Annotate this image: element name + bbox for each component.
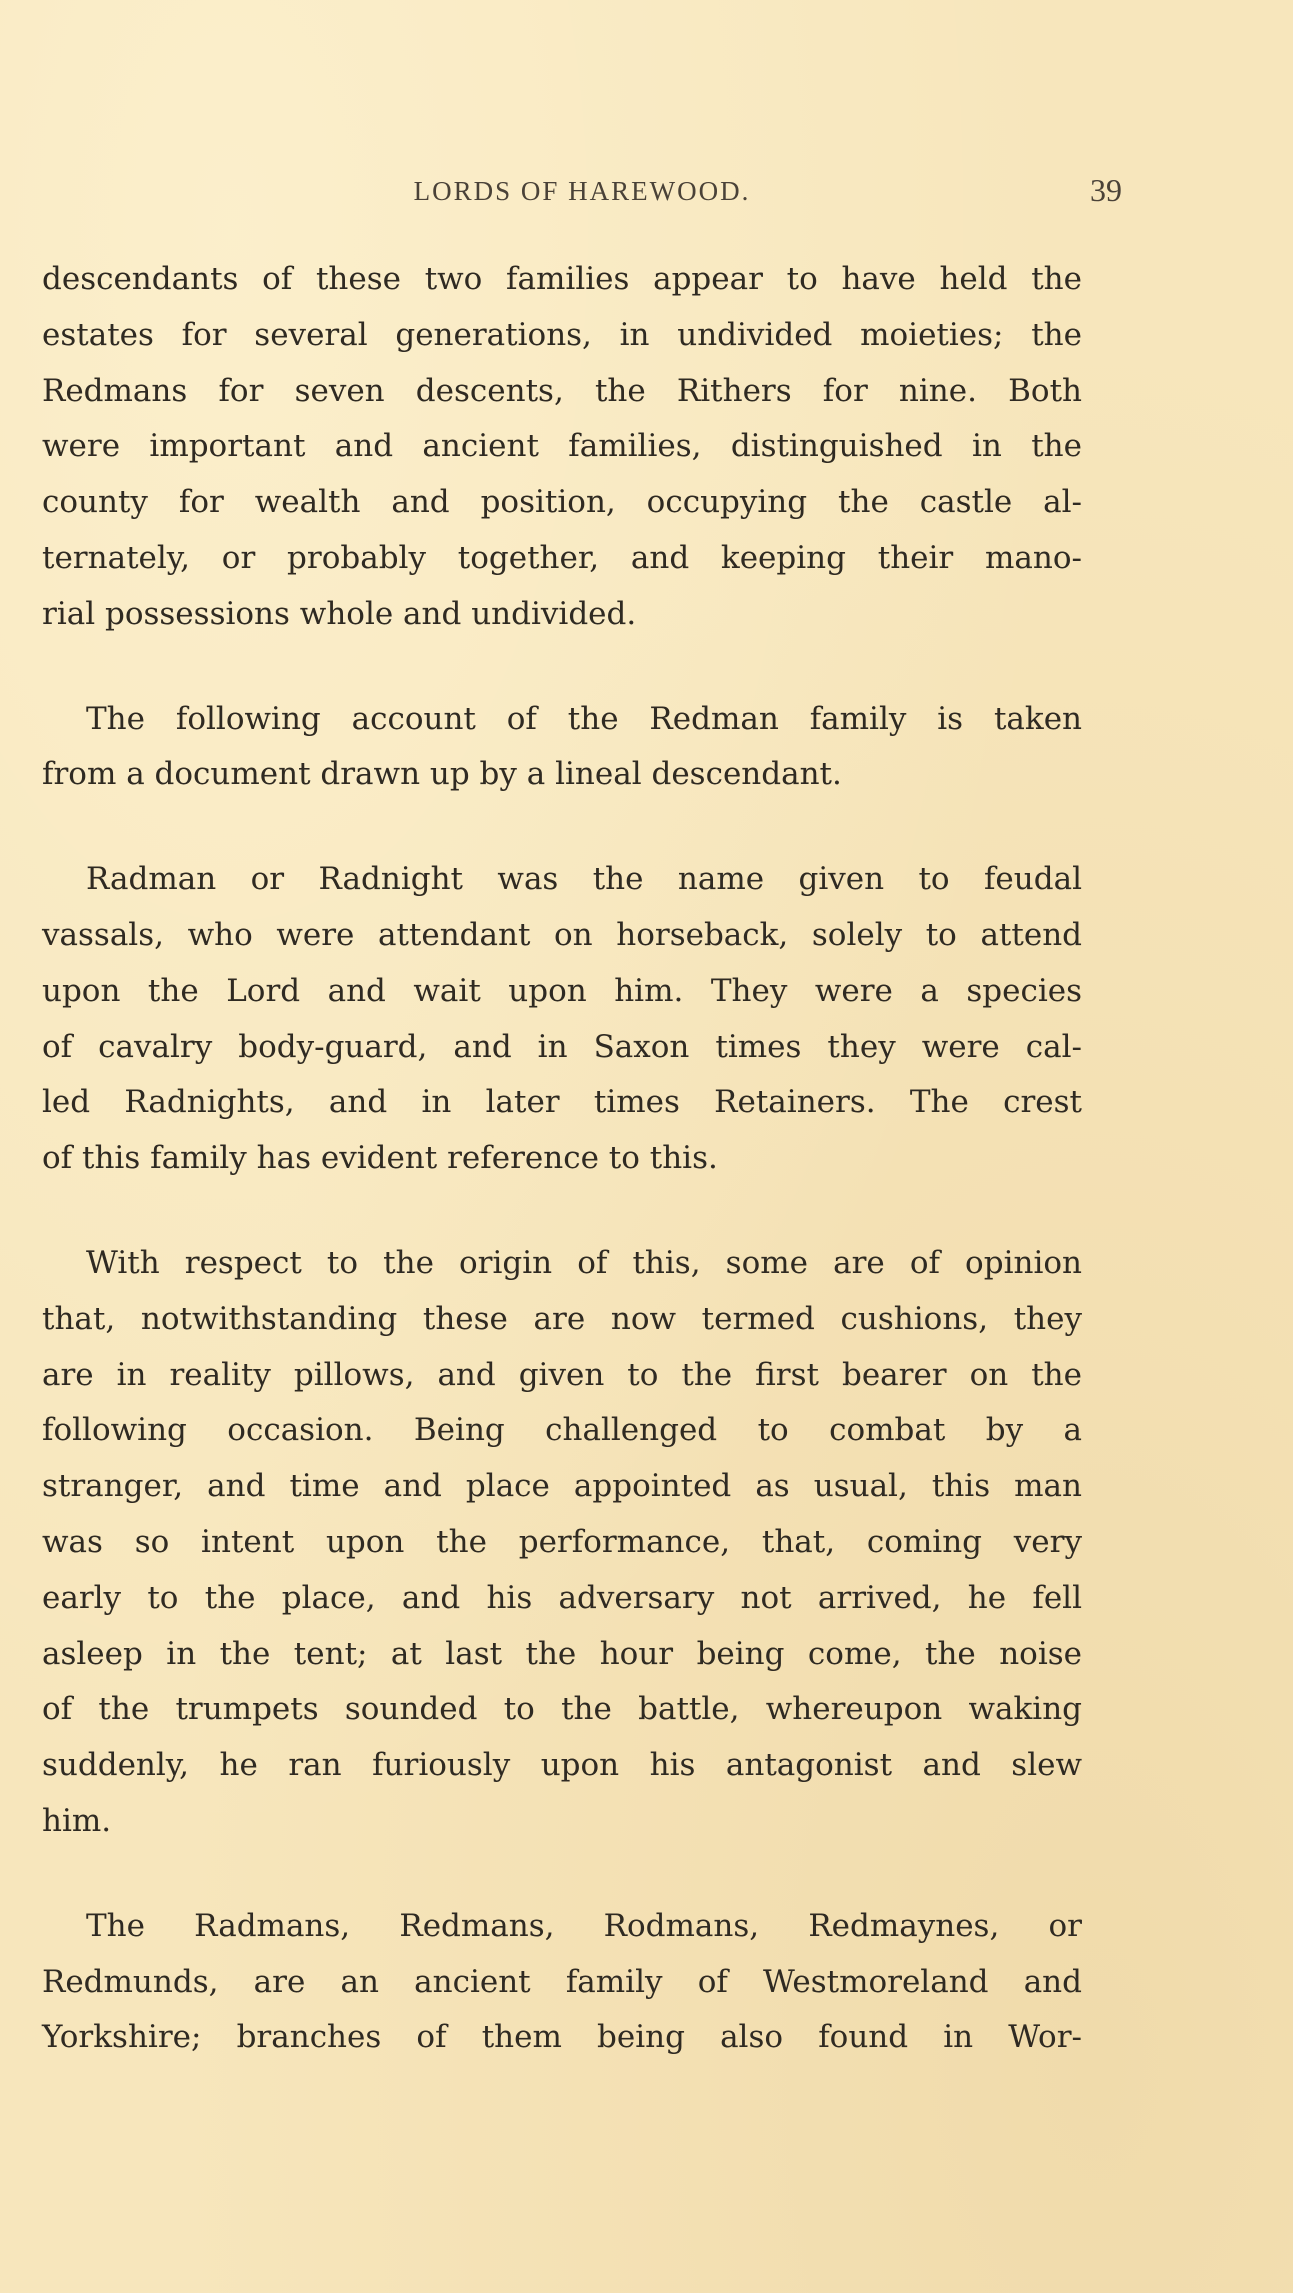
paragraph <box>42 852 1082 1187</box>
text-line: from a document drawn up by a lineal descendant. <box>42 756 842 793</box>
text-line: rial possessions whole and undivided. <box>42 595 637 632</box>
text-line: descendants of these two families appear to have held the <box>42 261 1082 297</box>
text-line: following occasion. Being challenged to combat by a <box>42 1412 1082 1449</box>
text-line: stranger, and time and place appointed as usual, this man <box>42 1468 1082 1505</box>
text-line: Redmans for seven descents, the Rithers for nine. Both <box>42 372 1082 409</box>
text-line: of cavalry body-guard, and in Saxon times they were cal- <box>42 1028 1082 1065</box>
text-line: Radman or Radnight was the name given to feudal <box>86 861 1082 898</box>
text-line: vassals, who were attendant on horseback, solely to attend <box>42 916 1082 953</box>
text-line: Yorkshire; branches of them being also found in Wor- <box>42 2019 1082 2056</box>
text-line: ternately, or probably together, and keeping their mano- <box>42 539 1082 576</box>
paragraph <box>42 1899 1082 2066</box>
text-line: were important and ancient families, distinguished in the <box>42 428 1082 465</box>
text-line: early to the place, and his adversary not arrived, he fell <box>42 1579 1082 1616</box>
text-line: are in reality pillows, and given to the first bearer on the <box>42 1356 1082 1393</box>
text-line: asleep in the tent; at last the hour being come, the noise <box>42 1635 1082 1672</box>
paragraph <box>42 252 1082 643</box>
text-line: him. <box>42 1802 112 1839</box>
text-line: The Radmans, Redmans, Rodmans, Redmaynes, or <box>86 1907 1082 1944</box>
text-line: The following account of the Redman family is taken <box>86 700 1082 737</box>
text-line: that, notwithstanding these are now termed cushions, they <box>42 1300 1082 1337</box>
text-line: was so intent upon the performance, that, coming very <box>42 1523 1082 1560</box>
body-text <box>42 252 1082 2115</box>
running-title: LORDS OF HAREWOOD. <box>413 176 751 206</box>
text-line: estates for several generations, in undivided moieties; the <box>42 316 1082 353</box>
paragraph <box>42 1236 1082 1850</box>
text-line: Redmunds, are an ancient family of Westmoreland and <box>42 1963 1082 2000</box>
text-line: county for wealth and position, occupying the castle al- <box>42 484 1082 521</box>
text-line: With respect to the origin of this, some are of opinion <box>86 1244 1082 1281</box>
page-number: 39 <box>1090 172 1122 208</box>
text-line: led Radnights, and in later times Retainers. The crest <box>42 1084 1082 1121</box>
text-line: suddenly, he ran furiously upon his antagonist and slew <box>42 1747 1082 1784</box>
running-head <box>42 172 1122 216</box>
paragraph <box>42 692 1082 804</box>
text-line: of the trumpets sounded to the battle, whereupon waking <box>42 1691 1082 1728</box>
text-line: upon the Lord and wait upon him. They were a species <box>42 972 1082 1009</box>
text-line: of this family has evident reference to this. <box>42 1140 718 1177</box>
